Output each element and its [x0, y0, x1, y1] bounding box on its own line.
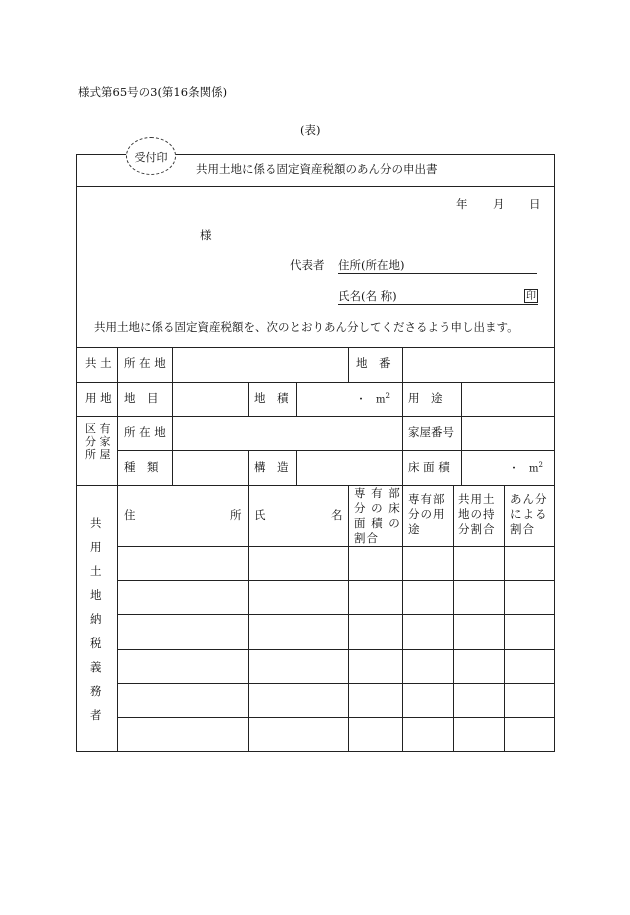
- building-group-label-2: 分 家: [85, 435, 111, 448]
- col-share-line-2: 地の持: [458, 507, 496, 521]
- application-statement: 共用土地に係る固定資産税額を、次のとおりあん分してくださるよう申し出ます。: [94, 320, 519, 334]
- building-column-line: [248, 450, 249, 485]
- building-floor-area-value: [509, 462, 543, 474]
- land-group-label-bottom: 用 地: [85, 391, 112, 405]
- taxpayer-group-label-1: 共: [90, 516, 102, 530]
- taxpayer-row-line: [117, 614, 555, 615]
- building-taxpayer-divider: [76, 485, 555, 486]
- building-row-divider: [117, 450, 555, 451]
- land-location-label: 所 在 地: [124, 356, 166, 370]
- floor-area-unit-superscript: 2: [538, 461, 543, 469]
- representative-address-label: 住所(所在地): [338, 258, 405, 272]
- title-divider: [76, 186, 555, 187]
- building-label-column-line: [172, 416, 173, 485]
- land-area-unit-superscript: 2: [385, 392, 390, 400]
- land-category-label: 地 目: [124, 391, 159, 405]
- land-use-label: 用 途: [408, 391, 443, 405]
- taxpayer-column-line: [453, 485, 454, 752]
- taxpayer-row-line: [117, 580, 555, 581]
- col-apportion-line-1: あん分: [510, 492, 548, 506]
- col-floor-ratio-line-2: 分 の 床: [354, 501, 401, 515]
- land-lot-number-label: 地 番: [356, 356, 391, 370]
- col-floor-ratio-line-1: 専 有 部: [354, 486, 401, 500]
- building-type-label: 種 類: [124, 460, 159, 474]
- taxpayer-group-label-9: 者: [90, 708, 102, 722]
- building-floor-area-label: 床 面 積: [408, 460, 450, 474]
- col-name-label-b: 名: [331, 508, 343, 522]
- date-month-label: 月: [493, 197, 505, 211]
- col-name-label-a: 氏: [254, 508, 266, 522]
- land-group-label-top: 共 土: [85, 356, 112, 370]
- land-building-divider: [76, 416, 555, 417]
- land-area-label: 地 積: [254, 391, 289, 405]
- building-column-line: [402, 416, 403, 485]
- reception-stamp: [126, 137, 176, 175]
- reception-stamp-label: 受付印: [134, 151, 168, 164]
- land-label-column-line: [172, 347, 173, 416]
- form-title: 共用土地に係る固定資産税額のあん分の申出書: [196, 162, 438, 176]
- date-year-label: 年: [456, 197, 468, 211]
- building-column-line: [296, 450, 297, 485]
- land-column-line: [348, 347, 349, 382]
- form-code: 様式第65号の3(第16条関係): [78, 85, 228, 99]
- col-apportion-line-2: による: [510, 507, 548, 521]
- taxpayer-group-label-2: 用: [90, 540, 102, 554]
- land-column-line: [248, 382, 249, 416]
- taxpayer-group-label-6: 税: [90, 636, 102, 650]
- taxpayer-column-line: [348, 485, 349, 752]
- col-floor-ratio-line-4: 割合: [354, 531, 379, 545]
- floor-area-unit: ・ m: [509, 463, 539, 475]
- col-share-header: [458, 492, 496, 537]
- col-use-line-1: 専有部: [408, 492, 446, 506]
- taxpayer-group-label-4: 地: [90, 588, 102, 602]
- name-underline: [338, 304, 538, 305]
- seal-mark: 印: [526, 291, 536, 302]
- taxpayer-column-line: [248, 485, 249, 752]
- taxpayer-row-line: [117, 683, 555, 684]
- land-area-unit: ・ m: [356, 394, 386, 406]
- taxpayer-group-label-7: 義: [90, 660, 102, 674]
- date-day-label: 日: [529, 197, 541, 211]
- col-address-label-b: 所: [230, 508, 242, 522]
- land-column-line: [402, 347, 403, 382]
- building-location-label: 所 在 地: [124, 425, 166, 439]
- representative-name-label: 氏名(名 称): [338, 289, 397, 303]
- taxpayer-row-line: [117, 717, 555, 718]
- building-house-number-label: 家屋番号: [408, 425, 454, 439]
- col-floor-ratio-line-3: 面 積 の: [354, 516, 401, 530]
- taxpayer-row-line: [117, 649, 555, 650]
- col-floor-ratio-header: [354, 486, 401, 546]
- land-column-line: [402, 382, 403, 416]
- col-apportion-header: [510, 492, 548, 537]
- land-column-line: [296, 382, 297, 416]
- building-group-label-3: 所 屋: [85, 448, 111, 461]
- applicant-divider: [76, 347, 555, 348]
- land-column-line: [461, 382, 462, 416]
- col-share-line-3: 分割合: [458, 522, 496, 536]
- representative-label: 代表者: [290, 258, 325, 272]
- land-row-divider: [76, 382, 555, 383]
- form-frame: [76, 154, 555, 752]
- taxpayer-column-line: [402, 485, 403, 752]
- col-use-line-3: 途: [408, 522, 421, 536]
- col-address-label-a: 住: [124, 508, 136, 522]
- front-label: (表): [300, 123, 321, 137]
- taxpayer-header-divider: [117, 546, 555, 547]
- building-group-label-1: 区 有: [85, 422, 111, 435]
- col-use-line-2: 分の用: [408, 507, 446, 521]
- group-label-column-line: [117, 347, 118, 752]
- address-underline: [338, 273, 537, 274]
- building-column-line: [461, 416, 462, 485]
- taxpayer-group-label-8: 務: [90, 684, 102, 698]
- taxpayer-group-label-3: 土: [90, 564, 102, 578]
- building-structure-label: 構 造: [254, 460, 289, 474]
- land-area-value: [356, 393, 390, 405]
- taxpayer-column-line: [504, 485, 505, 752]
- addressee-suffix: 様: [200, 228, 212, 242]
- col-apportion-line-3: 割合: [510, 522, 535, 536]
- col-share-line-1: 共用土: [458, 492, 496, 506]
- taxpayer-group-label-5: 納: [90, 612, 102, 626]
- col-use-header: [408, 492, 446, 537]
